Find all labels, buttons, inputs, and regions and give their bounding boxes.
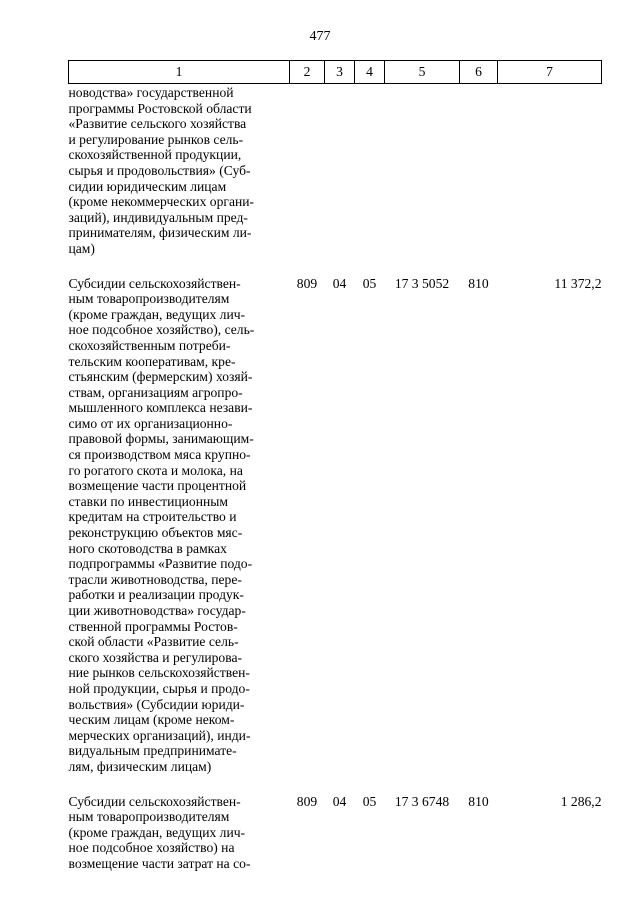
column-header-ministry: 2 xyxy=(290,61,325,84)
row-section-code xyxy=(325,84,355,276)
row-target-code xyxy=(385,84,460,276)
table-row xyxy=(69,794,602,872)
row-target-code: 17 3 5052 xyxy=(394,275,450,291)
row-expense-type-code: 810 xyxy=(468,793,489,809)
row-ministry-code: 809 xyxy=(296,275,318,291)
row-subsection-code: 05 xyxy=(362,793,377,809)
row-ministry-code: 809 xyxy=(296,793,318,809)
table-header-row xyxy=(69,61,602,84)
row-amount xyxy=(498,84,602,276)
column-header-expense-type: 6 xyxy=(460,61,498,84)
column-header-subsection: 4 xyxy=(355,61,385,84)
row-ministry-code xyxy=(290,84,325,276)
table-row xyxy=(69,84,602,276)
row-expense-type-code xyxy=(460,84,498,276)
row-description: Субсидии сельскохозяйствен- ным товаропроизводителям (кроме граждан, ведущих лич- ное подсобное хозяйство) на возмещение части затрат на со- xyxy=(68,793,251,871)
row-section-code: 04 xyxy=(332,793,347,809)
column-header-target: 5 xyxy=(385,61,460,84)
row-section-code: 04 xyxy=(332,275,347,291)
row-description: Субсидии сельскохозяйствен- ным товаропроизводителям (кроме граждан, ведущих лич- ное подсобное хозяйство), сель- скохозяйственным потреби- тельским кооперативам, кре- стьянским (фермерским) хозяй- ствам, организациям агропро- мышленного комплекса незави- симо от их организационно- правовой формы, занимающим- ся производством мяса крупно- го рогатого скота и молока, на возмещение части процентной ставки по инвестиционным кредитам на строительство и реконструкцию объектов мяс- ного скотоводства в рамках подпрограммы «Развитие подо- трасли животноводства, пере- работки и реализации продук- ции животноводства» государ- ственной программы Ростов- ской области «Развитие сель- ского хозяйства и регулирова- ние рынков сельскохозяйствен- ной продукции, сырья и продо- вольствия» (Субсидии юриди- ческим лицам (кроме неком- мерческих организаций), инди- видуальным предпринимате- лям, физическим лицам) xyxy=(68,275,255,774)
row-subsection-code xyxy=(355,84,385,276)
row-subsection-code: 05 xyxy=(362,275,377,291)
row-description: новодства» государственной программы Ростовской области «Развитие сельского хозяйства и регулирование рынков сель- скохозяйственной продукции, сырья и продовольствия» (Суб- сидии юридическим лицам (кроме некоммерческих органи- заций), индивидуальным пред- принимателям, физическим ли- цам) xyxy=(68,85,255,256)
budget-table xyxy=(68,60,602,872)
page-number: 477 xyxy=(309,29,331,44)
row-expense-type-code: 810 xyxy=(468,275,489,291)
column-header-amount: 7 xyxy=(498,61,602,84)
row-amount: 1 286,2 xyxy=(560,793,602,809)
column-header-section: 3 xyxy=(325,61,355,84)
row-target-code: 17 3 6748 xyxy=(394,793,450,809)
table-row xyxy=(69,276,602,794)
column-header-description: 1 xyxy=(69,61,290,84)
row-amount: 11 372,2 xyxy=(554,275,602,291)
